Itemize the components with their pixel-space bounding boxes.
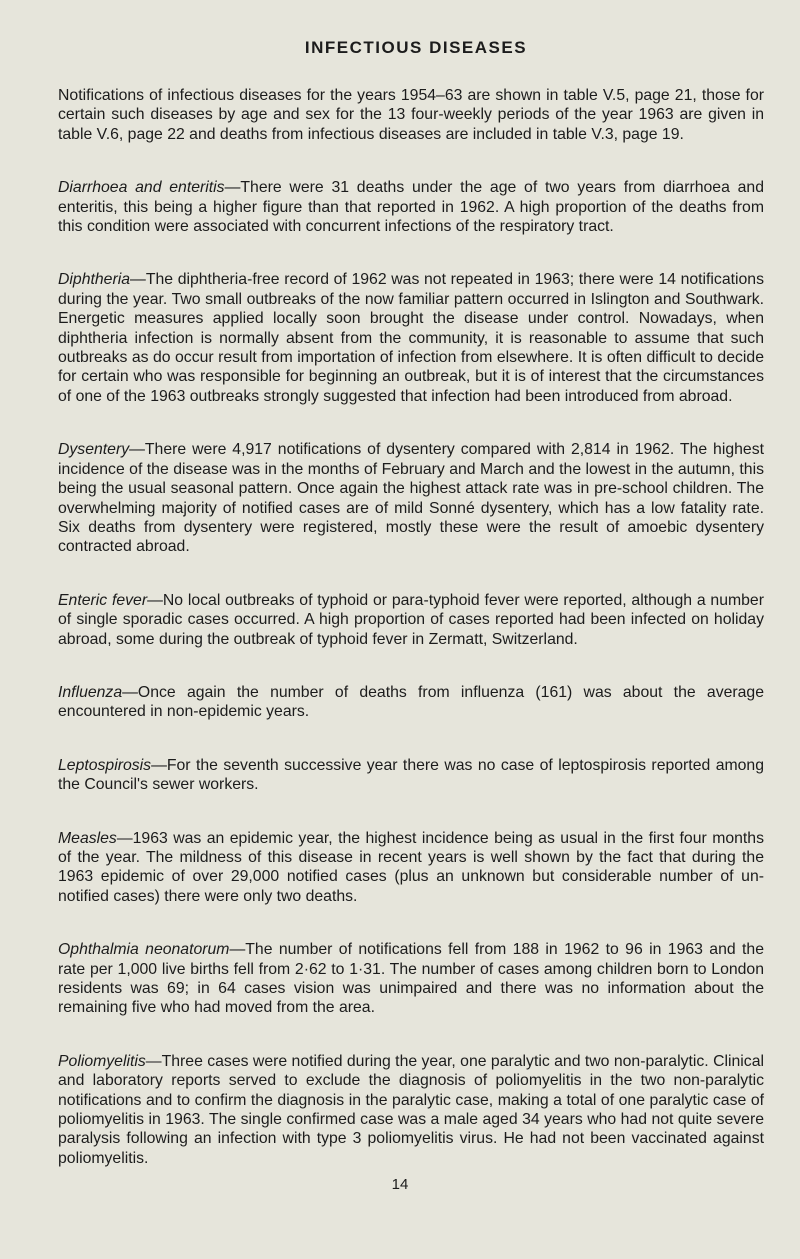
section-enteric-fever — [58, 591, 764, 649]
page-title: INFECTIOUS DISEASES — [304, 38, 528, 57]
intro-paragraph: Notifications of infectious diseases for the years 1954–63 are shown in table V.5, page 21, those for certain such diseases by age and sex for the 13 four-weekly periods of the year 1963 are given in table V.6, page 22 and deaths from infectious diseases are included in table V.3, page 19. — [58, 87, 764, 143]
section-term: Dysentery — [58, 441, 130, 459]
section-text: —Three cases were notified during the year, one paralytic and two non-paralytic. Clinical and laboratory reports served to exclude the diagnosis of poliomyelitis in the two non-paralytic notifications and to confirm the diagnosis in the paralytic case, making a total of one paralytic case of poliomyelitis in 1963. The single confirmed case was a male aged 34 years who had not quite severe paralysis following an infection with type 3 poliomyelitis virus. He had not been vaccinated against poliomyelitis. — [58, 1052, 764, 1167]
section-term: Ophthalmia neonatorum — [58, 941, 230, 959]
section-text: —For the seventh successive year there was no case of leptospirosis reported among the Council's sewer workers. — [58, 756, 764, 794]
section-diarrhoea — [58, 178, 764, 236]
section-influenza — [58, 683, 764, 722]
section-term: Diphtheria — [58, 271, 131, 289]
section-text: —The number of notifications fell from 188 in 1962 to 96 in 1963 and the rate per 1,000 live births fell from 2·62 to 1·31. The number of cases among children born to London residents was 69; in 64 cases vision was unimpaired and there was no information about the remaining five who had moved from the area. — [58, 941, 764, 1017]
section-dysentery — [58, 440, 764, 556]
section-ophthalmia — [58, 940, 764, 1018]
section-text: —There were 4,917 notifications of dysentery compared with 2,814 in 1962. The highest incidence of the disease was in the months of February and March and the lowest in the autumn, this being the usual seasonal pattern. Once again the highest attack rate was in pre-school children. The overwhelming majority of notified cases are of mild Sonné dysentery, which has a low fatality rate. Six deaths from dysentery were registered, mostly these were the result of amoebic dysentery contracted abroad. — [58, 441, 764, 556]
page-number: 14 — [391, 1176, 409, 1193]
section-term: Influenza — [58, 683, 123, 701]
section-term: Measles — [58, 829, 117, 847]
section-leptospirosis — [58, 756, 764, 795]
section-text: —No local outbreaks of typhoid or para-typhoid fever were reported, although a number of single sporadic cases occurred. A high proportion of cases reported had been infected on holiday abroad, some during the outbreak of typhoid fever in Zermatt, Switzerland. — [58, 591, 764, 648]
section-text: —There were 31 deaths under the age of two years from diarrhoea and enteritis, this being a higher figure than that reported in 1962. A high proportion of the deaths from this condition were associated with concurrent infections of the respiratory tract. — [58, 179, 764, 236]
section-term: Diarrhoea and enteritis — [58, 179, 225, 197]
section-term: Leptospirosis — [58, 756, 152, 774]
section-text: —1963 was an epidemic year, the highest incidence being as usual in the first four months of the year. The mildness of this disease in recent years is well shown by the fact that during the 1963 epidemic of over 29,000 notified cases (plus an unknown but considerable number of un-notified cases) there were only two deaths. — [58, 829, 764, 905]
section-text: —The diphtheria-free record of 1962 was not repeated in 1963; there were 14 notifications during the year. Two small outbreaks of the now familiar pattern occurred in Islington and Southwark. Energetic measures applied locally soon brought the disease under control. Nowadays, when diphtheria infection is normally absent from the community, it is reasonable to assume that such outbreaks as do occur result from importation of infection from elsewhere. It is often difficult to decide for certain who was responsible for beginning an outbreak, but it is of interest that the circumstances of one of the 1963 outbreaks strongly suggested that infection had been introduced from abroad. — [58, 271, 764, 405]
section-poliomyelitis — [58, 1052, 764, 1168]
section-term: Enteric fever — [58, 591, 148, 609]
section-text: —Once again the number of deaths from influenza (161) was about the average encountered in non-epidemic years. — [58, 683, 764, 721]
section-diphtheria — [58, 270, 764, 406]
section-measles — [58, 829, 764, 907]
section-term: Poliomyelitis — [58, 1052, 146, 1070]
